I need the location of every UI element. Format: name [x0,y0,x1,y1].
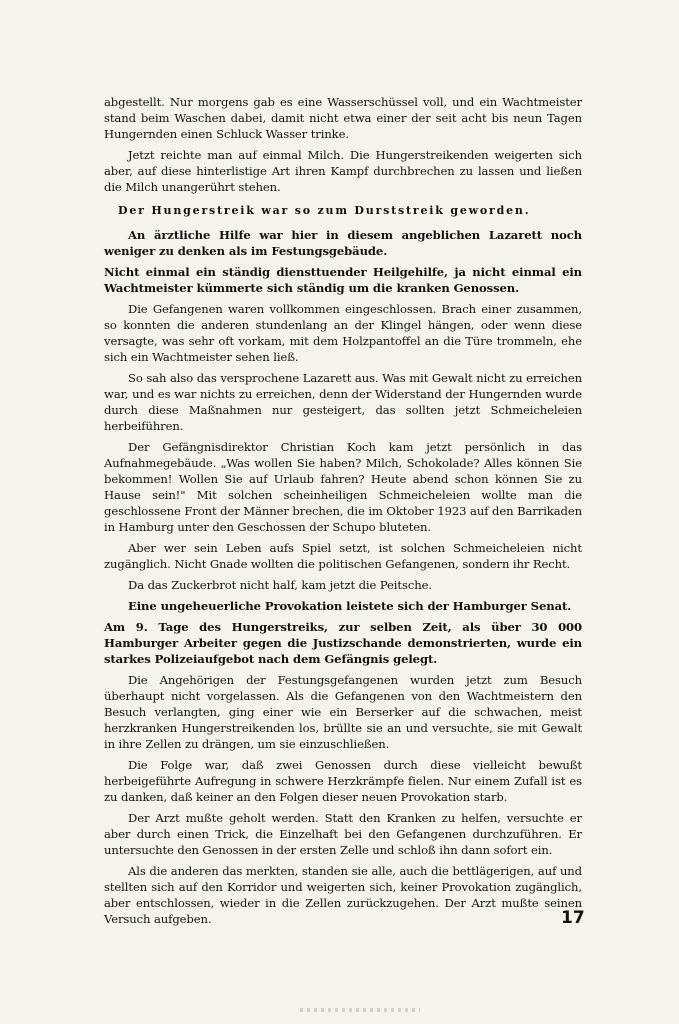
paragraph-6: So sah also das versprochene Lazarett aus. Was mit Gewalt nicht zu erreichen war, und es war nichts zu erreichen, denn der Widerstand der Hungernden wurde durch diese Maßnahmen nur gesteigert, das sollten jetzt Schmeicheleien herbeiführen. [104,371,582,433]
paragraph-3: An ärztliche Hilfe war hier in diesem angeblichen Lazarett noch weniger zu denken als im Festungsgebäude. [104,228,582,258]
paragraph-10: Eine ungeheuerliche Provokation leistete sich der Hamburger Senat. [128,599,572,613]
paragraph-7: Der Gefängnisdirektor Christian Koch kam jetzt persönlich in das Aufnahmegebäude. „Was wollen Sie haben? Milch, Schokolade? Alles können Sie bekommen! Wollen Sie auf Urlaub fahren? Heute abend schon können Sie zu Hause sein!" Mit solchen scheinheiligen Schmeicheleien wollte man die geschlossene Front der Männer brechen, die im Oktober 1923 auf den Barrikaden in Hamburg unter den Geschossen der Schupo bluteten. [104,440,582,534]
paper-mark [300,1008,420,1012]
paragraph-11: Am 9. Tage des Hungerstreiks, zur selben Zeit, als über 30 000 Hamburger Arbeiter gegen die Justizschande demonstrierten, wurde ein starkes Polizeiaufgebot nach dem Gefängnis gelegt. [104,620,582,666]
paragraph-9: Da das Zuckerbrot nicht half, kam jetzt die Peitsche. [128,578,432,592]
paragraph-13: Die Folge war, daß zwei Genossen durch diese vielleicht bewußt herbeigeführte Aufregung in schwere Herzkrämpfe fielen. Nur einem Zufall ist es zu danken, daß keiner an den Folgen dieser neuen Provokation starb. [104,758,582,804]
paragraph-1: abgestellt. Nur morgens gab es eine Wasserschüssel voll, und ein Wachtmeister stand beim Waschen dabei, damit nicht etwa einer der seit acht bis neun Tagen Hungernden einen Schluck Wasser trinke. [104,95,582,141]
body-text [104,94,582,932]
paragraph-5: Die Gefangenen waren vollkommen eingeschlossen. Brach einer zusammen, so konnten die anderen stundenlang an der Klingel hängen, oder wenn diese versagte, was sehr oft vorkam, mit dem Holzpantoffel an die Türe trommeln, ehe sich ein Wachtmeister sehen ließ. [104,302,582,364]
emphasized-heading-line: Der Hungerstreik war so zum Durststreik geworden. [118,204,531,217]
paragraph-4: Nicht einmal ein ständig diensttuender Heilgehilfe, ja nicht einmal ein Wachtmeister kümmerte sich ständig um die kranken Genossen. [104,265,582,295]
paragraph-15: Als die anderen das merkten, standen sie alle, auch die bettlägerigen, auf und stellten sich auf den Korridor und weigerten sich, keiner Provokation zugänglich, aber entschlossen, wieder in die Zellen zurückzugehen. Der Arzt mußte seinen Versuch aufgeben. [104,864,582,926]
paragraph-8: Aber wer sein Leben aufs Spiel setzt, ist solchen Schmeicheleien nicht zugänglich. Nicht Gnade wollten die politischen Gefangenen, sondern ihr Recht. [104,541,582,571]
page-number: 17 [561,908,585,928]
paragraph-14: Der Arzt mußte geholt werden. Statt den Kranken zu helfen, versuchte er aber durch einen Trick, die Einzelhaft bei den Gefangenen durchzuführen. Er untersuchte den Genossen in der ersten Zelle und schloß ihn dann sofort ein. [104,811,582,857]
paragraph-12: Die Angehörigen der Festungsgefangenen wurden jetzt zum Besuch überhaupt nicht vorgelassen. Als die Gefangenen von den Wachtmeistern den Besuch verlangten, ging einer wie ein Berserker auf die schwachen, meist herzkranken Hungerstreikenden los, brüllte sie an und versuchte, sie mit Gewalt in ihre Zellen zu drängen, um sie einzuschließen. [104,673,582,751]
paragraph-2: Jetzt reichte man auf einmal Milch. Die Hungerstreikenden weigerten sich aber, auf diese hinterlistige Art ihren Kampf durchbrechen zu lassen und ließen die Milch unangerührt stehen. [104,148,582,194]
